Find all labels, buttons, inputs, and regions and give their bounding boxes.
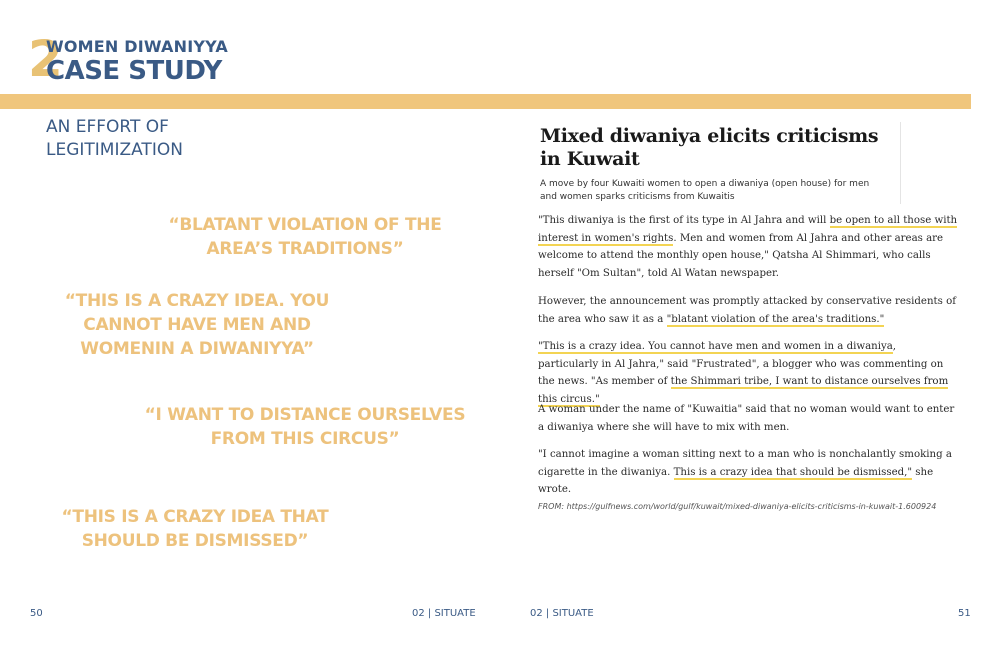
highlighted-text: be open to all those with interest in women's rights — [538, 215, 958, 244]
pull-quote-line: “I WANT TO DISTANCE OURSELVES — [144, 405, 466, 425]
pull-quote — [150, 213, 460, 261]
highlighted-text: "blatant violation of the area's traditions." — [666, 313, 885, 325]
subtitle-line: AN EFFORT OF — [46, 117, 169, 137]
divider — [900, 122, 901, 204]
footer-section-left: 02 | SITUATE — [412, 608, 476, 619]
pull-quote-line: “BLATANT VIOLATION OF THE — [168, 215, 442, 235]
article-paragraph — [538, 212, 958, 282]
section-number: 2 — [28, 30, 63, 88]
pull-quote-line: WOMENIN A DIWANIYYA” — [80, 339, 314, 359]
pull-quote — [50, 505, 340, 553]
paragraph-text: "This diwaniya is the first of its type in Al Jahra and will — [538, 215, 830, 226]
paragraph-text: she wrote. — [538, 466, 934, 495]
pull-quote — [135, 403, 475, 451]
pull-quote-line: FROM THIS CIRCUS” — [210, 429, 400, 449]
highlighted-text: "This is a crazy idea. You cannot have men and women in a diwaniya — [538, 341, 893, 352]
article-paragraph: A woman under the name of "Kuwaitia" said that no woman would want to enter a diwaniya where she will have to mix with men. — [538, 404, 955, 433]
paragraph-text: , particularly in Al Jahra," said "Frustrated", a blogger who was commenting on the news. "As member of — [538, 341, 944, 387]
header-band — [0, 94, 971, 109]
subtitle — [46, 116, 183, 162]
pull-quote-line: “THIS IS A CRAZY IDEA. YOU — [64, 291, 330, 311]
article-paragraph — [538, 293, 958, 328]
page-number-left: 50 — [30, 608, 43, 619]
pull-quote-line: AREA’S TRADITIONS” — [206, 239, 404, 259]
paragraph-text: "I cannot imagine a woman sitting next to a man who is nonchalantly smoking a cigarette in the diwaniya. — [538, 449, 952, 478]
footer-section-right: 02 | SITUATE — [530, 608, 594, 619]
paragraph-text: . Men and women from Al Jahra and other areas are welcome to attend the monthly open house," Qatsha Al Shimmari, who calls herself "Om Sultan", told Al Watan newspaper. — [538, 232, 944, 279]
pull-quote — [52, 289, 342, 361]
pull-quote-line: CANNOT HAVE MEN AND — [83, 315, 311, 335]
pull-quote-line: SHOULD BE DISMISSED” — [81, 531, 309, 551]
pull-quote-line: “THIS IS A CRAZY IDEA THAT — [61, 507, 329, 527]
page-number-right: 51 — [958, 608, 971, 619]
article-paragraph — [538, 338, 958, 408]
page-title: CASE STUDY — [46, 56, 222, 86]
article-paragraph — [538, 446, 958, 499]
paragraph-text: However, the announcement was promptly attacked by conservative residents of the area who saw it as a — [538, 296, 956, 325]
highlighted-text: the Shimmari tribe, I want to distance ourselves from this circus." — [538, 376, 949, 405]
article-lede: A move by four Kuwaiti women to open a diwaniya (open house) for men and women sparks criticisms from Kuwaitis — [540, 179, 870, 202]
highlighted-text: This is a crazy idea that should be dismissed," — [673, 466, 913, 478]
article-headline: Mixed diwaniya elicits criticisms in Kuwait — [540, 125, 879, 170]
section-label: WOMEN DIWANIYYA — [46, 37, 228, 56]
source-citation: FROM: https://gulfnews.com/world/gulf/kuwait/mixed-diwaniya-elicits-criticisms-in-kuwait-1.600924 — [538, 502, 937, 511]
subtitle-line: LEGITIMIZATION — [46, 140, 183, 160]
